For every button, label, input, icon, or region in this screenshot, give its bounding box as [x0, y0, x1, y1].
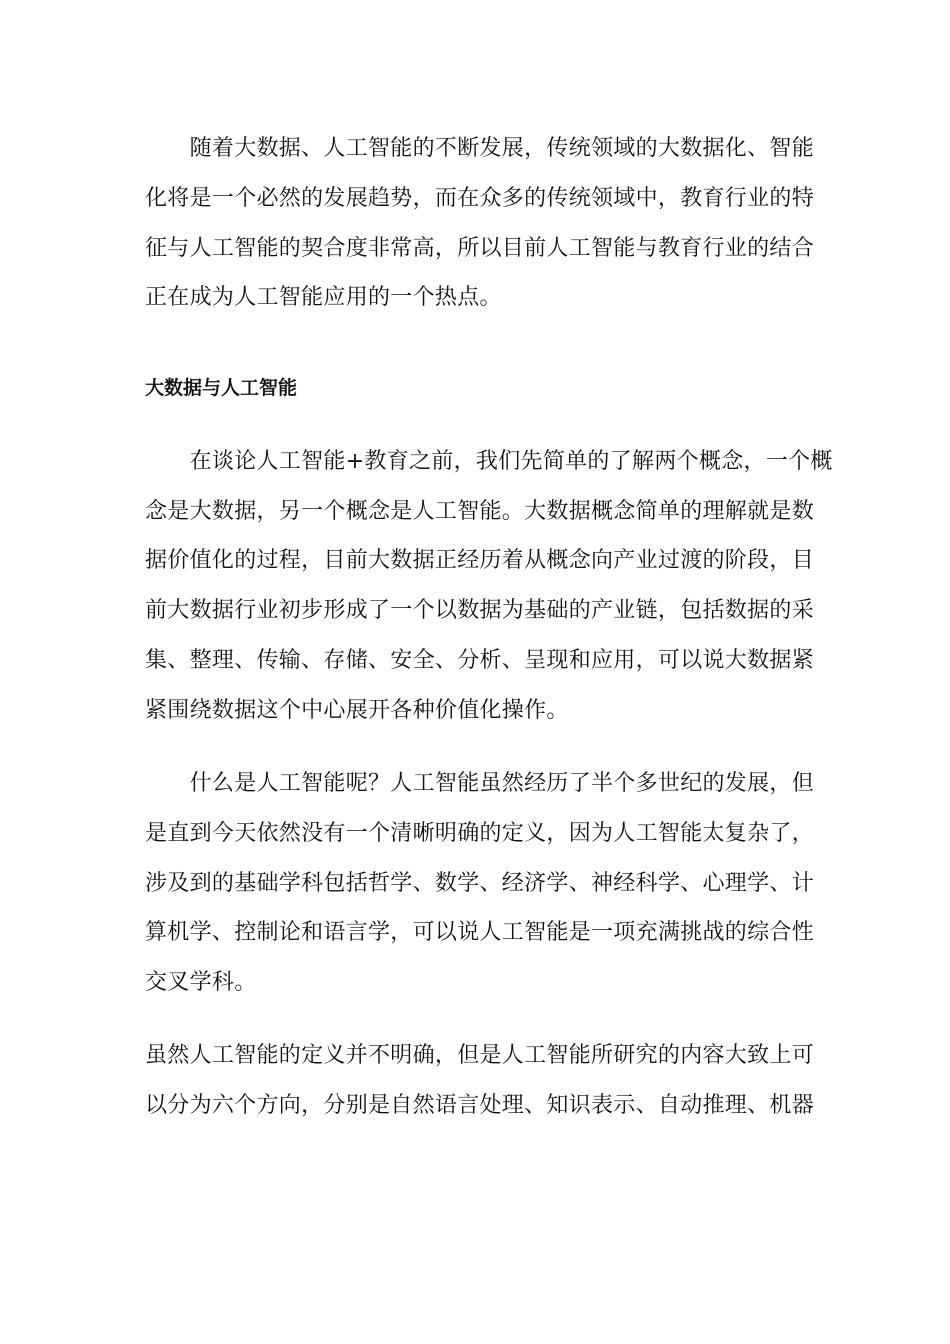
para3-line-4: 算机学、控制论和语言学，可以说人工智能是一项充满挑战的综合性 [145, 920, 815, 945]
section-heading: 大数据与人工智能 [145, 377, 298, 399]
para2-line-3: 据价值化的过程，目前大数据正经历着从概念向产业过渡的阶段，目 [145, 548, 815, 573]
para3-line-1: 什么是人工智能呢？人工智能虽然经历了半个多世纪的发展，但 [145, 771, 815, 796]
para3-line-3: 涉及到的基础学科包括哲学、数学、经济学、神经科学、心理学、计 [145, 871, 815, 896]
para2-line-1: 在谈论人工智能+教育之前，我们先简单的了解两个概念，一个概 [145, 449, 833, 474]
intro-line-2: 化将是一个必然的发展趋势，而在众多的传统领域中，教育行业的特 [145, 186, 815, 211]
para4-line-2: 以分为六个方向，分别是自然语言处理、知识表示、自动推理、机器 [145, 1093, 815, 1118]
intro-line-4: 正在成为人工智能应用的一个热点。 [145, 285, 502, 310]
intro-line-1: 随着大数据、人工智能的不断发展，传统领域的大数据化、智能 [145, 136, 815, 161]
para2-line-2: 念是大数据，另一个概念是人工智能。大数据概念简单的理解就是数 [145, 499, 815, 524]
para2-line-6: 紧围绕数据这个中心展开各种价值化操作。 [145, 698, 569, 723]
para4-line-1: 虽然人工智能的定义并不明确，但是人工智能所研究的内容大致上可 [145, 1043, 815, 1068]
para2-line-5: 集、整理、传输、存储、安全、分析、呈现和应用，可以说大数据紧 [145, 648, 815, 673]
para3-line-2: 是直到今天依然没有一个清晰明确的定义，因为人工智能太复杂了， [145, 821, 815, 846]
para3-line-5: 交叉学科。 [145, 970, 257, 995]
para2-line-4: 前大数据行业初步形成了一个以数据为基础的产业链，包括数据的采 [145, 598, 815, 623]
intro-line-3: 征与人工智能的契合度非常高，所以目前人工智能与教育行业的结合 [145, 236, 815, 261]
